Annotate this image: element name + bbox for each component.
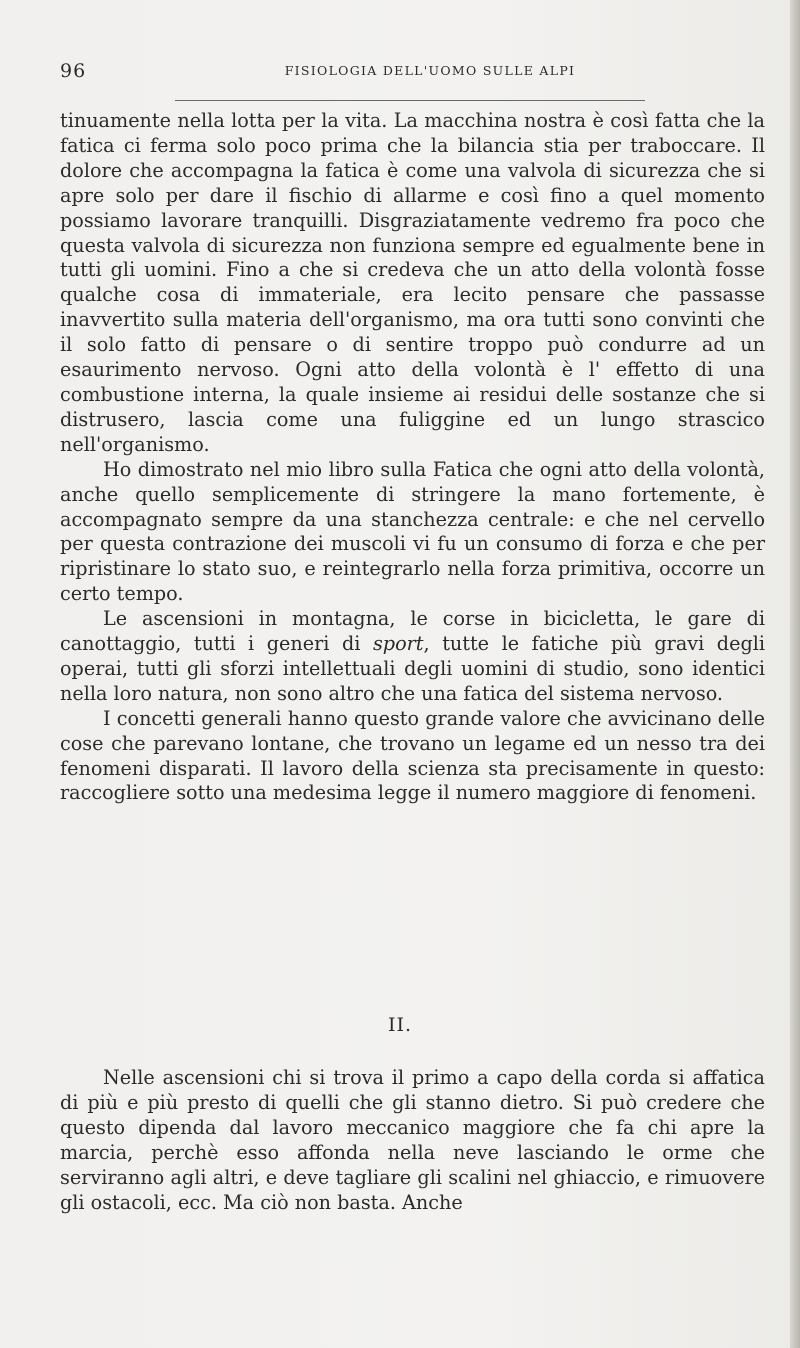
running-head [60,60,760,90]
page-number: 96 [60,60,87,82]
paragraph: Nelle ascensioni chi si trova il primo a capo della corda si affatica di più e più presto di quelli che gli stanno dietro. Si può credere che questo dipenda dal lavoro meccanico maggiore che fa chi apre la marcia, perchè esso affonda nella neve lasciando le orme che serviranno agli altri, e deve tagliare gli scalini nel ghiaccio, e rimuovere gli ostacoli, ecc. Ma ciò non basta. Anche [60,1066,765,1214]
paragraph: tinuamente nella lotta per la vita. La macchina nostra è così fatta che la fatica ci ferma solo poco prima che la bilancia stia per traboccare. Il dolore che accompagna la fatica è come una valvola di sicurezza che si apre solo per dare il fischio di allarme e così fino a quel momento possiamo lavorare tranquilli. Disgraziatamente vedremo fra poco che questa valvola di sicurezza non funziona sempre ed egualmente bene in tutti gli uomini. Fino a che si credeva che un atto della volontà fosse qualche cosa di immateriale, era lecito pensare che passasse inavvertito sulla materia dell'organismo, ma ora tutti sono convinti che il solo fatto di pensare o di sentire troppo può condurre ad un esaurimento nervoso. Ogni atto della volontà è l' effetto di una combustione interna, la quale insieme ai residui delle sostanze che si distrusero, lascia come una fuliggine ed un lungo strascico nell'organismo. [60,109,765,456]
body-text [60,109,765,806]
page-edge [790,0,800,1348]
section-heading: II. [387,1014,413,1036]
paragraph-text: Le ascensioni in montagna, le corse in bicicletta, le gare di canottaggio, tutti i generi di [60,607,765,656]
section-body-text [60,1066,765,1215]
paragraph: I concetti generali hanno questo grande valore che avvicinano delle cose che parevano lontane, che trovano un legame ed un nesso tra dei fenomeni disparati. Il lavoro della scienza sta precisamente in questo: raccogliere sotto una medesima legge il numero maggiore di fenomeni. [60,706,765,805]
emphasis-text: sport [372,632,424,656]
paragraph [60,607,765,707]
header-rule [175,100,645,101]
paragraph: Ho dimostrato nel mio libro sulla Fatica che ogni atto della volontà, anche quello semplicemente di stringere la mano fortemente, è accompagnato sempre da una stanchezza centrale: e che nel cervello per questa contrazione dei muscoli vi fu un consumo di forza e che per ripristinare lo stato suo, e reintegrarlo nella forza primitiva, occorre un certo tempo. [60,457,765,606]
running-title: FISIOLOGIA DELL'UOMO SULLE ALPI [284,63,576,78]
paragraph-text: , tutte le fatiche più gravi degli operai, tutti gli sforzi intellettuali degli uomini di studio, sono identici nella loro natura, non sono altro che una fatica del sistema nervoso. [60,632,766,705]
